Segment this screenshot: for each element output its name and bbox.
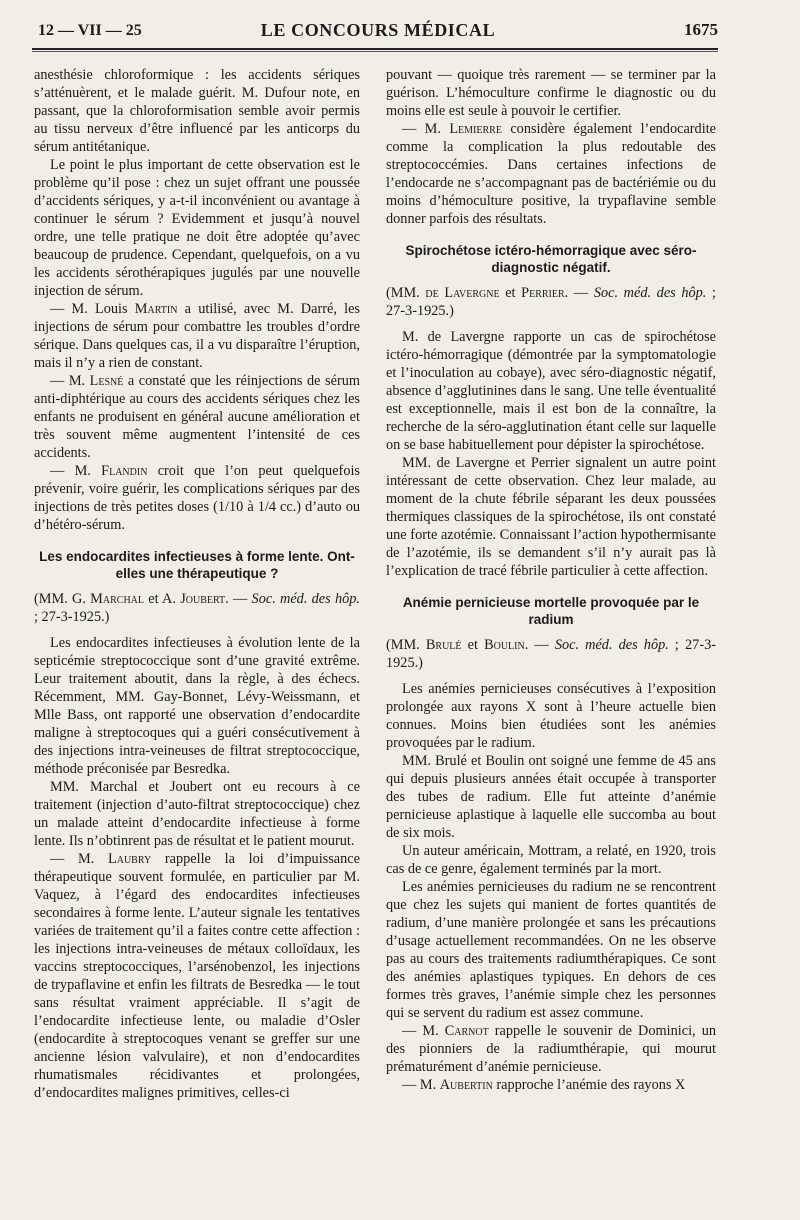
paragraph: anesthésie chloroformique : les accidents sériques s’atténuèrent, et le malade guérit. M. Dufour note, en passant, que la chloroformisation semble avoir permis au tissu nerveux d’être influencé par les anticorps du sérum antitétanique. (34, 67, 360, 155)
paragraph: — M. Louis Martin a utilisé, avec M. Darré, les injections de sérum pour combattre les troubles d’ordre sérique. Dans quelques cas, il a vu disparaître l’éruption, mais il n’y a rien de constant. (34, 301, 360, 371)
journal-title: LE CONCOURS MÉDICAL (260, 20, 496, 40)
paragraph: — M. Carnot rappelle le souvenir de Dominici, un des pionniers de la radiumthérapie, qui mourut prématurément d’anémie pernicieuse. (386, 1023, 716, 1075)
section-heading: Spirochétose ictéro-hémorragique avec séro-diagnostic négatif. (405, 243, 697, 275)
page-number: 1675 (684, 20, 718, 39)
paragraph: MM. Marchal et Joubert ont eu recours à ce traitement (injection d’auto-filtrat streptococcique) chez un malade atteint d’endocardite infectieuse à forme lente. Ils n’obtinrent pas de résultat et le patient mourut. (34, 779, 360, 849)
paragraph: Les anémies pernicieuses consécutives à l’exposition prolongée aux rayons X sont à l’heure actuelle bien connues. Moins bien étudiées sont les anémies provoquées par le radium. (386, 681, 716, 751)
paragraph: — M. Lesné a constaté que les réinjections de sérum anti-diphtérique au cours des accidents sériques chez les enfants ne produisent en général aucune amélioration et très souvent même augmentent l’intensité de ces accidents. (34, 373, 360, 461)
paragraph: — M. Laubry rappelle la loi d’impuissance thérapeutique souvent formulée, en particulier par M. Vaquez, à l’égard des endocardites infectieuses secondaires à forme lente. L’auteur signale les tentatives variées de traitement qu’il a faites contre cette affection : les injections intra-veineuses de métaux colloïdaux, les vaccins streptococciques, l’arsénobenzol, les injections de trypaflavine et enfin les filtrats de Besredka — le tout sans résultat vraiment appréciable. Il s’agit de l’endocardite infectieuse lente, ou maladie d’Osler (endocardite à streptocoques venant se greffer sur une ancienne lésion valvulaire), et non d’endocardites rhumatismales récidivantes et prolongées, d’endocardites malignes primitives, celles-ci (34, 851, 360, 1101)
paragraph: M. de Lavergne rapporte un cas de spirochétose ictéro-hémorragique (démontrée par la symptomatologie et l’inoculation au cobaye), avec séro-diagnostic négatif, absence d’agglutinines dans le sang. Une telle éventualité est exceptionnelle, mais il est bon de la connaître, la recherche de la séro-agglutination étant celle sur laquelle on se base habituellement pour dépister la spirochétose. (386, 329, 716, 453)
header-rule (32, 48, 718, 52)
paragraph: Les anémies pernicieuses du radium ne se rencontrent que chez les sujets qui manient de fortes quantités de radium, d’une manière prolongée et sans les précautions d’usage actuellement recommandées. On ne les observe pas au cours des traitements radiumthérapiques. Ce sont des anémies aplastiques typiques. En dehors de ces formes très graves, l’anémie simple chez les personnes qui se servent du radium est assez commune. (386, 879, 716, 1021)
reference-line: (MM. G. Marchal et A. Joubert. — Soc. méd. des hôp. ; 27-3-1925.) (34, 591, 360, 625)
paragraph: Les endocardites infectieuses à évolution lente de la septicémie streptococcique sont d’une gravité extrême. Leur traitement aboutit, dans la règle, à des échecs. Récemment, MM. Gay-Bonnet, Lévy-Weissmann, et Mlle Bass, ont rapporté une observation d’endocardite maligne à streptocoques qui a guéri consécutivement à des injections intra-veineuses de filtrat streptococcique, méthode préconisée par Besredka. (34, 635, 360, 777)
paragraph: MM. de Lavergne et Perrier signalent un autre point intéressant de cette observation. Chez leur malade, au moment de la chute fébrile séparant les deux poussées thermiques classiques de la spirochétose, ils ont constaté une forte azotémie. Connaissant l’action hypothermisante de l’azotémie, ils se demandent s’il n’y aurait pas là l’explication de tracé fébrile particulier à cette affection. (386, 455, 716, 579)
issue-date: 12 — VII — 25 (38, 22, 142, 39)
section-heading: Anémie pernicieuse mortelle provoquée par le radium (402, 595, 700, 627)
paragraph: Un auteur américain, Mottram, a relaté, en 1920, trois cas de ce genre, également terminés par la mort. (386, 843, 716, 877)
left-column (34, 66, 360, 1102)
paragraph: pouvant — quoique très rarement — se terminer par la guérison. L’hémoculture confirme le diagnostic ou du moins elle est seule à pouvoir le certifier. (386, 67, 716, 119)
reference-line: (MM. Brulé et Boulin. — Soc. méd. des hôp. ; 27-3-1925.) (386, 637, 716, 671)
paragraph: — M. Flandin croit que l’on peut quelquefois prévenir, voire guérir, les complications sériques par des injections de très petites doses (1/10 à 1/4 cc.) d’auto ou d’hétéro-sérum. (34, 463, 360, 533)
paragraph: Le point le plus important de cette observation est le problème qu’il pose : chez un sujet offrant une poussée d’accidents sériques, y a-t-il inconvénient ou avantage à continuer le sérum ? Evidemment et jusqu’à nouvel ordre, une telle pratique ne doit être adoptée qu’avec beaucoup de prudence. Cependant, quelquefois, on a vu les accidents sérothérapiques jugulés par une nouvelle injection de sérum. (34, 157, 360, 299)
right-column (386, 66, 716, 1094)
paragraph: — M. Aubertin rapproche l’anémie des rayons X (402, 1077, 686, 1093)
section-heading: Les endocardites infectieuses à forme lente. Ont-elles une thérapeutique ? (39, 549, 355, 581)
paragraph: — M. Lemierre considère également l’endocardite comme la complication la plus redoutable des streptococcémies. Dans certaines infections de l’endocarde ne s’accompagnant pas de bactériémie ou du moins d’hémoculture positive, la trypaflavine semble donner parfois des résultats. (386, 121, 716, 227)
reference-line: (MM. de Lavergne et Perrier. — Soc. méd. des hôp. ; 27-3-1925.) (386, 285, 716, 319)
paragraph: MM. Brulé et Boulin ont soigné une femme de 45 ans qui depuis plusieurs années était occupée à transporter des tubes de radium. Elle fut atteinte d’anémie pernicieuse aplastique à laquelle elle succomba au bout de six mois. (386, 753, 716, 841)
page-header (38, 20, 718, 46)
